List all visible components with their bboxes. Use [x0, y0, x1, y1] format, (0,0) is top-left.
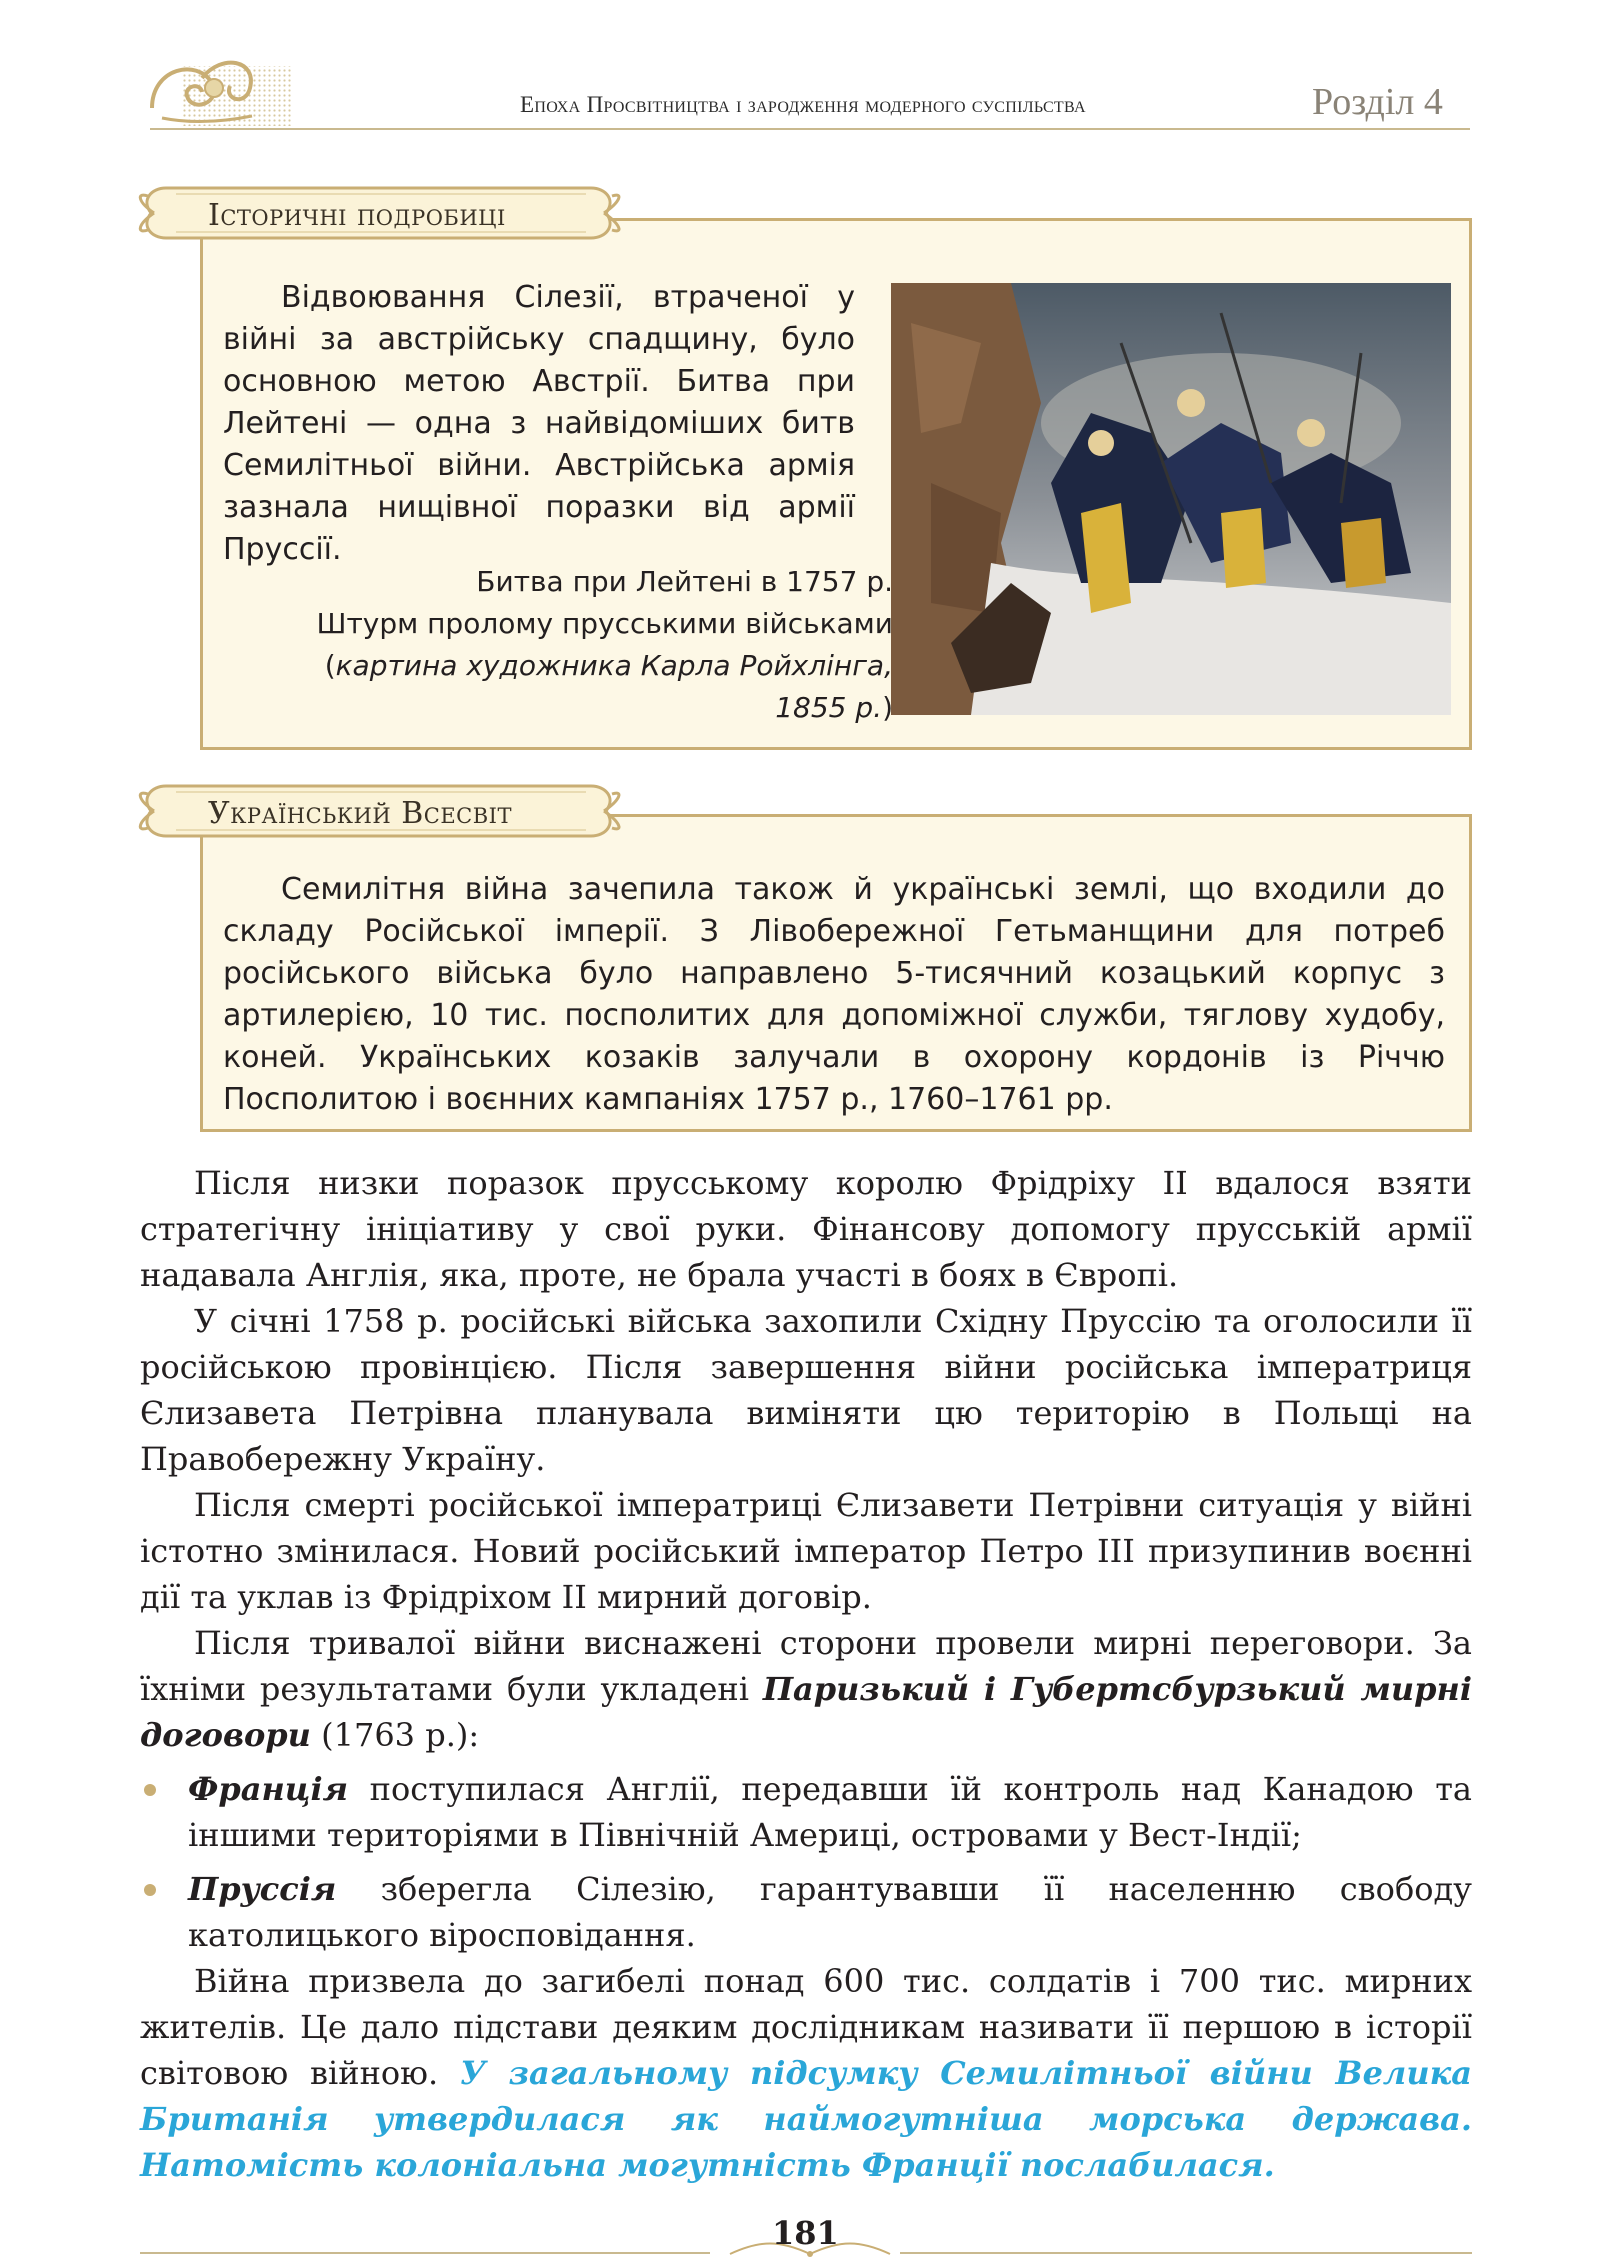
paragraph-5	[140, 1958, 1472, 2188]
ukrainian-universe-title: Український Всесвіт	[208, 796, 512, 831]
paragraph-4-end: (1763 р.):	[310, 1716, 480, 1754]
battle-painting-image	[891, 283, 1451, 715]
treaties-term: Паризький і Губертсбурзький мирні договори	[140, 1670, 1473, 1754]
list-item-text: зберегла Сілезію, гарантувавши її населенню свободу католицького віросповідання.	[188, 1870, 1472, 1954]
page-number: 181	[772, 2214, 839, 2252]
chapter-label: Розділ 4	[1312, 81, 1443, 123]
summary-highlight: У загальному підсумку Семилітньої війни Велика Британія утвердилася як наймогутніша морська держава. Натомість колоніальна могутність Франції послабилася.	[140, 2054, 1473, 2184]
caption-italic-text: картина художника Карла Ройхлінга, 1855 р.	[335, 649, 893, 724]
caption-line-3	[253, 645, 893, 729]
list-item	[140, 1766, 1472, 1858]
floral-ornament-icon	[142, 48, 292, 134]
paragraph-5-start: Війна призвела до загибелі понад 600 тис. солдатів і 700 тис. мирних жителів. Це дало підстави деяким дослідникам називати її першою в історії світовою війною.	[140, 1962, 1472, 2092]
historical-details-title: Історичні подробиці	[208, 198, 506, 233]
caption-close-paren: )	[882, 691, 893, 724]
bullet-icon	[144, 1884, 156, 1896]
prussia-term: Пруссія	[188, 1870, 337, 1908]
paragraph-4	[140, 1620, 1472, 1758]
footer-divider-right	[900, 2252, 1472, 2254]
caption-line-2: Штурм пролому прусськими військами	[316, 607, 893, 640]
historical-details-box	[200, 218, 1472, 750]
paragraph-4-start: Після тривалої війни виснажені сторони провели мирні переговори. За їхніми результатами були укладені	[140, 1624, 1472, 1708]
paragraph-3: Після смерті російської імператриці Єлизавети Петрівни ситуація у війні істотно змінилася. Новий російський імператор Петро ІІІ призупинив воєнні дії та уклав із Фрідріхом ІІ мирний договір.	[140, 1486, 1472, 1616]
list-item-text: поступилася Англії, передавши їй контроль над Канадою та іншими територіями в Північній Америці, островами у Вест-Індії;	[188, 1770, 1472, 1854]
ukrainian-universe-ribbon	[136, 778, 626, 844]
ukrainian-universe-text: Семилітня війна зачепила також й українські землі, що входили до складу Російської імперії. З Лівобережної Гетьманщини для потреб російського війська було направлено 5-тисячний козацький корпус з артилерією, 10 тис. посполитих для допоміжної служби, тяглову худобу, коней. Українських козаків залучали в охорону кордонів із Річчю Посполитою і воєнних кампаніях 1757 р., 1760–1761 рр.	[223, 872, 1445, 1117]
header-title: Епоха Просвітництва і зародження модерного суспільства	[520, 92, 1086, 117]
caption-open-paren: (	[324, 649, 336, 682]
list-item	[140, 1866, 1472, 1958]
painting-caption	[253, 561, 893, 729]
ukrainian-universe-box	[200, 814, 1472, 1132]
caption-line-1: Битва при Лейтені в 1757 р.	[476, 565, 893, 598]
bullet-icon	[144, 1784, 156, 1796]
header-divider	[150, 128, 1470, 130]
france-term: Франція	[188, 1770, 349, 1808]
historical-details-text: Відвоювання Сілезії, втраченої у війні за австрійську спадщину, було основною метою Австрії. Битва при Лейтені — одна з найвідоміших битв Семилітньої війни. Австрійська армія зазнала нищівної поразки від армії Пруссії.	[223, 280, 855, 567]
main-text	[140, 1160, 1472, 2188]
paragraph-1: Після низки поразок прусському королю Фрідріху ІІ вдалося взяти стратегічну ініціативу у свої руки. Фінансову допомогу прусській армії надавала Англія, яка, проте, не брала участі в боях в Європі.	[140, 1164, 1472, 1294]
paragraph-2: У січні 1758 р. російські війська захопили Східну Пруссію та оголосили її російською провінцією. Після завершення війни російська імператриця Єлизавета Петрівна планувала виміняти цю територію в Польщі на Правобережну Україну.	[140, 1302, 1472, 1478]
footer-divider-left	[140, 2252, 710, 2254]
historical-details-ribbon	[136, 180, 626, 246]
